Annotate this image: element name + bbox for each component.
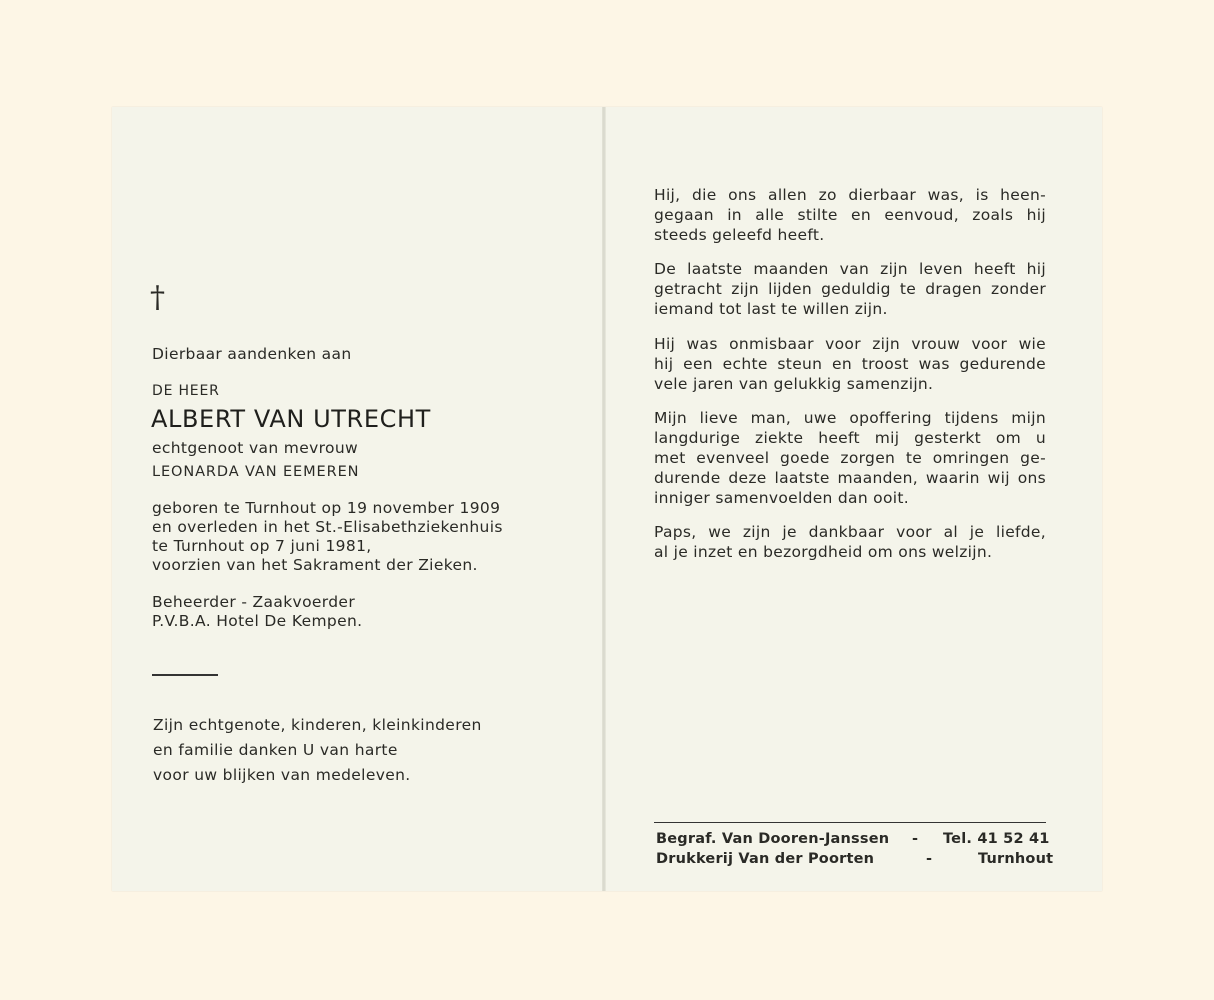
paragraph-line: langdurige ziekte heeft mij gesterkt om u xyxy=(654,429,1046,447)
right-panel xyxy=(606,107,1102,891)
divider xyxy=(152,674,218,676)
occupation-line: Beheerder - Zaakvoerder xyxy=(152,593,356,611)
paragraph xyxy=(654,408,1046,508)
paragraph xyxy=(654,259,1046,319)
paragraph-line: al je inzet en bezorgdheid om ons welzijn. xyxy=(654,543,993,561)
paragraph-line: Hij was onmisbaar voor zijn vrouw voor wie xyxy=(654,335,1046,353)
separator-dash: - xyxy=(912,831,919,847)
paragraph-line: De laatste maanden van zijn leven heeft hij xyxy=(654,260,1046,278)
paragraph-line: getracht zijn lijden geduldig te dragen zonder xyxy=(654,280,1046,298)
paragraph-line: Hij, die ons allen zo dierbaar was, is heen- xyxy=(654,186,1046,204)
paragraph-line: steeds geleefd heeft. xyxy=(654,226,825,244)
paragraph-line: inniger samenvoelden dan ooit. xyxy=(654,489,909,507)
phone-number: Tel. 41 52 41 xyxy=(943,831,1050,847)
detail-line: te Turnhout op 7 juni 1981, xyxy=(152,537,372,555)
printer-name: Drukkerij Van der Poorten xyxy=(656,851,875,867)
deceased-name: ALBERT VAN UTRECHT xyxy=(151,405,431,433)
paragraph-line: iemand tot last te willen zijn. xyxy=(654,300,888,318)
left-panel xyxy=(112,107,602,891)
paragraph xyxy=(654,522,1046,562)
detail-line: geboren te Turnhout op 19 november 1909 xyxy=(152,499,501,517)
separator-dash: - xyxy=(926,851,933,867)
footer-rule xyxy=(654,822,1046,823)
memorial-card xyxy=(112,107,1102,891)
city-name: Turnhout xyxy=(978,851,1054,867)
paragraph-line: durende deze laatste maanden, waarin wij ons xyxy=(654,469,1046,487)
spouse-name: LEONARDA VAN EEMEREN xyxy=(152,464,360,480)
detail-line: voorzien van het Sakrament der Zieken. xyxy=(152,556,478,574)
spouse-label: echtgenoot van mevrouw xyxy=(152,439,359,457)
paragraph-line: met evenveel goede zorgen te omringen ge- xyxy=(654,449,1046,467)
title-prefix: DE HEER xyxy=(152,383,220,399)
thanks-line: en familie danken U van harte xyxy=(153,741,398,759)
thanks-line: voor uw blijken van medeleven. xyxy=(153,766,411,784)
paragraph-line: Paps, we zijn je dankbaar voor al je liefde, xyxy=(654,523,1046,541)
paragraph-line: hij een echte steun en troost was gedurende xyxy=(654,355,1046,373)
detail-line: en overleden in het St.-Elisabethziekenhuis xyxy=(152,518,503,536)
thanks-line: Zijn echtgenote, kinderen, kleinkinderen xyxy=(153,716,482,734)
occupation-line: P.V.B.A. Hotel De Kempen. xyxy=(152,612,363,630)
paragraph-line: vele jaren van gelukkig samenzijn. xyxy=(654,375,934,393)
paragraph-line: gegaan in alle stilte en eenvoud, zoals hij xyxy=(654,206,1046,224)
undertaker-name: Begraf. Van Dooren-Janssen xyxy=(656,831,890,847)
intro-text: Dierbaar aandenken aan xyxy=(152,345,352,363)
paragraph xyxy=(654,334,1046,394)
paragraph-line: Mijn lieve man, uwe opoffering tijdens mijn xyxy=(654,409,1046,427)
paragraph xyxy=(654,185,1046,245)
cross-symbol: † xyxy=(150,280,166,315)
